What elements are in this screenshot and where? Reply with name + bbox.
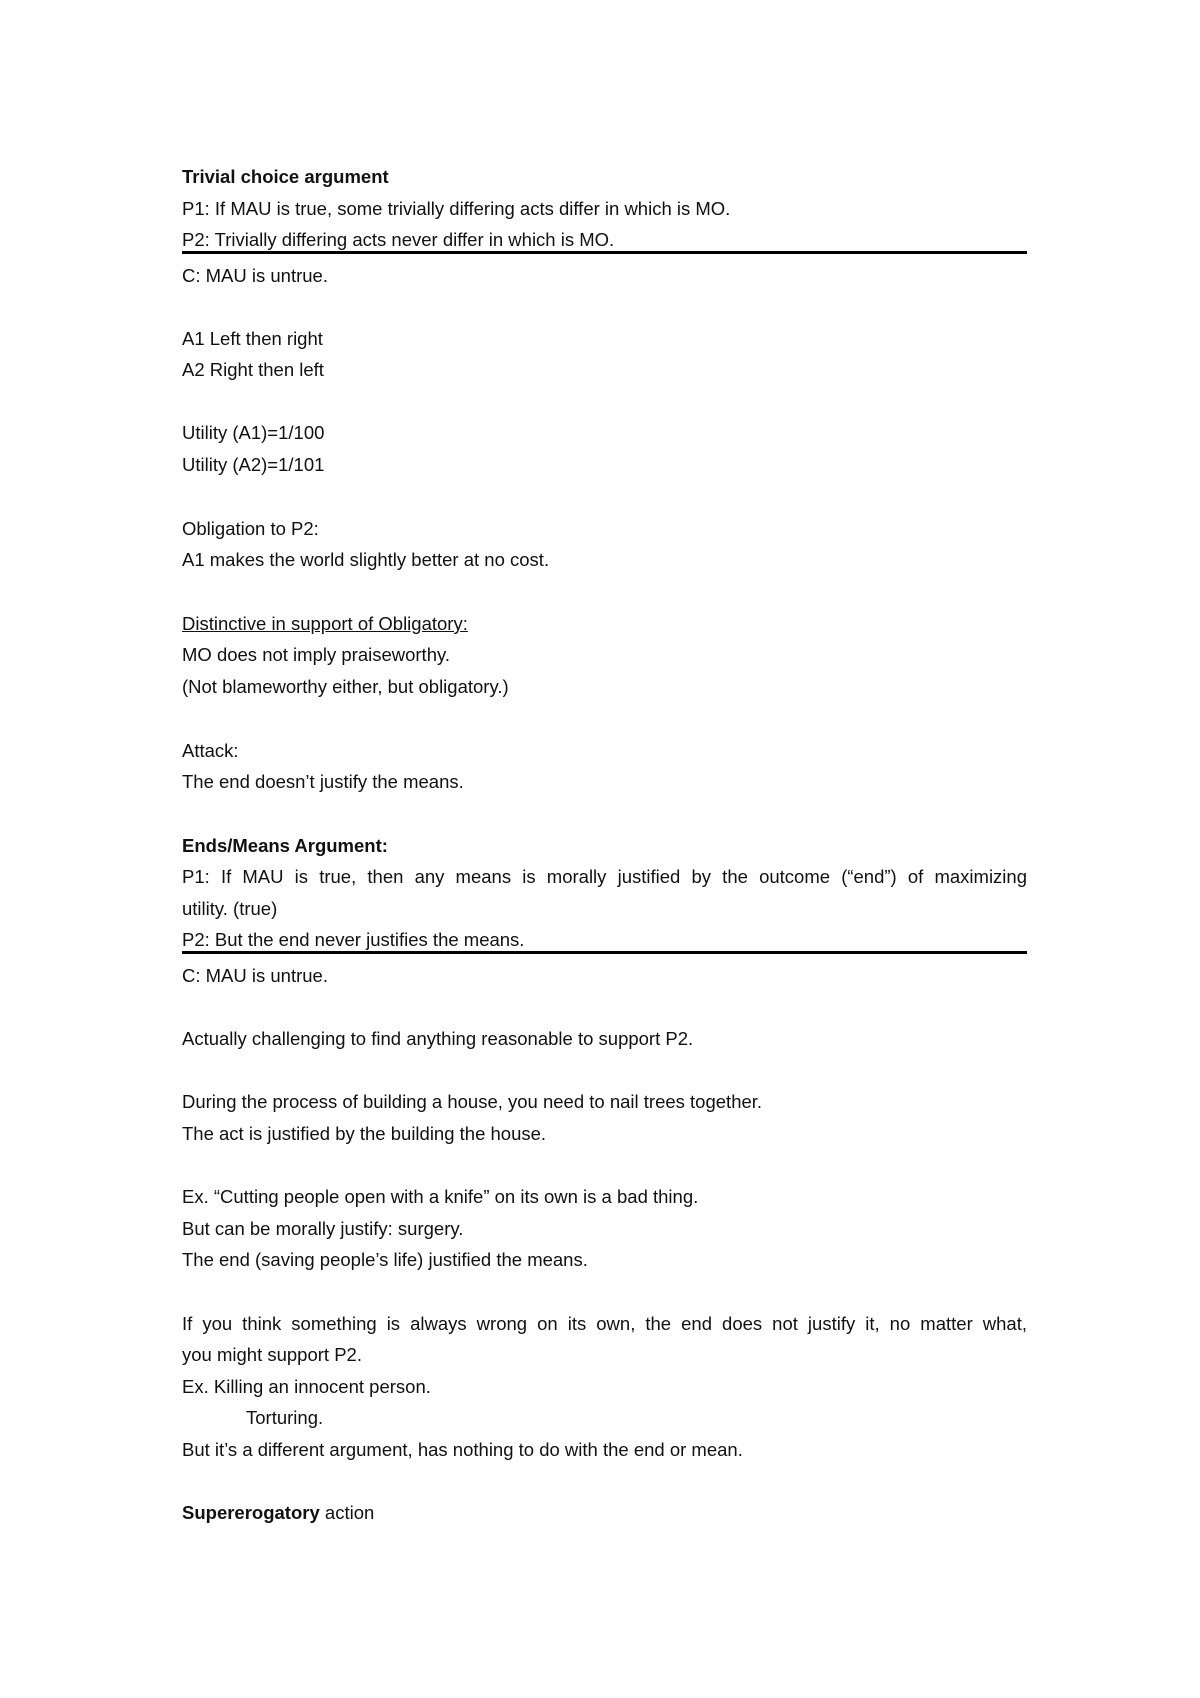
- supererogatory-heading-rest: action: [319, 1502, 375, 1523]
- attack-heading: Attack:: [182, 740, 239, 761]
- surgery-line-3: The end (saving people’s life) justified the means.: [182, 1249, 588, 1270]
- surgery-line-2: But can be morally justify: surgery.: [182, 1218, 464, 1239]
- utility-a1: Utility (A1)=1/100: [182, 422, 325, 443]
- wrong-line-5: But it’s a different argument, has nothing to do with the end or mean.: [182, 1439, 743, 1460]
- supererogatory-heading: [182, 1501, 1027, 1525]
- wrong-line-4: Torturing.: [246, 1407, 324, 1428]
- distinctive-heading: Distinctive in support of Obligatory:: [182, 613, 468, 634]
- obligation-text: A1 makes the world slightly better at no cost.: [182, 549, 550, 570]
- trivial-heading: Trivial choice argument: [182, 166, 389, 187]
- wrong-line-3: Ex. Killing an innocent person.: [182, 1376, 431, 1397]
- trivial-conclusion: C: MAU is untrue.: [182, 265, 328, 286]
- trivial-p1: P1: If MAU is true, some trivially differing acts differ in which is MO.: [182, 198, 731, 219]
- trivial-p2: P2: Trivially differing acts never differ in which is MO.: [182, 229, 615, 250]
- supererogatory-heading-bold: Supererogatory: [182, 1502, 320, 1523]
- ends-means-p1-line-2: utility. (true): [182, 898, 278, 919]
- surgery-line-1: Ex. “Cutting people open with a knife” on its own is a bad thing.: [182, 1186, 699, 1207]
- obligation-heading: Obligation to P2:: [182, 518, 319, 539]
- house-line-1: During the process of building a house, you need to nail trees together.: [182, 1091, 763, 1112]
- ends-means-heading: Ends/Means Argument:: [182, 835, 388, 856]
- challenge-text: Actually challenging to find anything reasonable to support P2.: [182, 1028, 694, 1049]
- distinctive-line-1: MO does not imply praiseworthy.: [182, 644, 451, 665]
- trivial-conclusion-rule: [182, 251, 1027, 254]
- ends-means-p2: P2: But the end never justifies the means.: [182, 929, 525, 950]
- wrong-line-1: If you think something is always wrong on its own, the end does not justify it, no matter what,: [182, 1313, 1027, 1334]
- house-line-2: The act is justified by the building the house.: [182, 1123, 547, 1144]
- ends-means-conclusion: C: MAU is untrue.: [182, 965, 328, 986]
- attack-text: The end doesn’t justify the means.: [182, 771, 464, 792]
- act-a1: A1 Left then right: [182, 328, 323, 349]
- utility-a2: Utility (A2)=1/101: [182, 454, 325, 475]
- ends-means-p1-line-1: P1: If MAU is true, then any means is morally justified by the outcome (“end”) of maximizing: [182, 866, 1027, 887]
- ends-means-conclusion-rule: [182, 951, 1027, 954]
- act-a2: A2 Right then left: [182, 359, 324, 380]
- wrong-line-2: you might support P2.: [182, 1344, 362, 1365]
- distinctive-line-2: (Not blameworthy either, but obligatory.): [182, 676, 509, 697]
